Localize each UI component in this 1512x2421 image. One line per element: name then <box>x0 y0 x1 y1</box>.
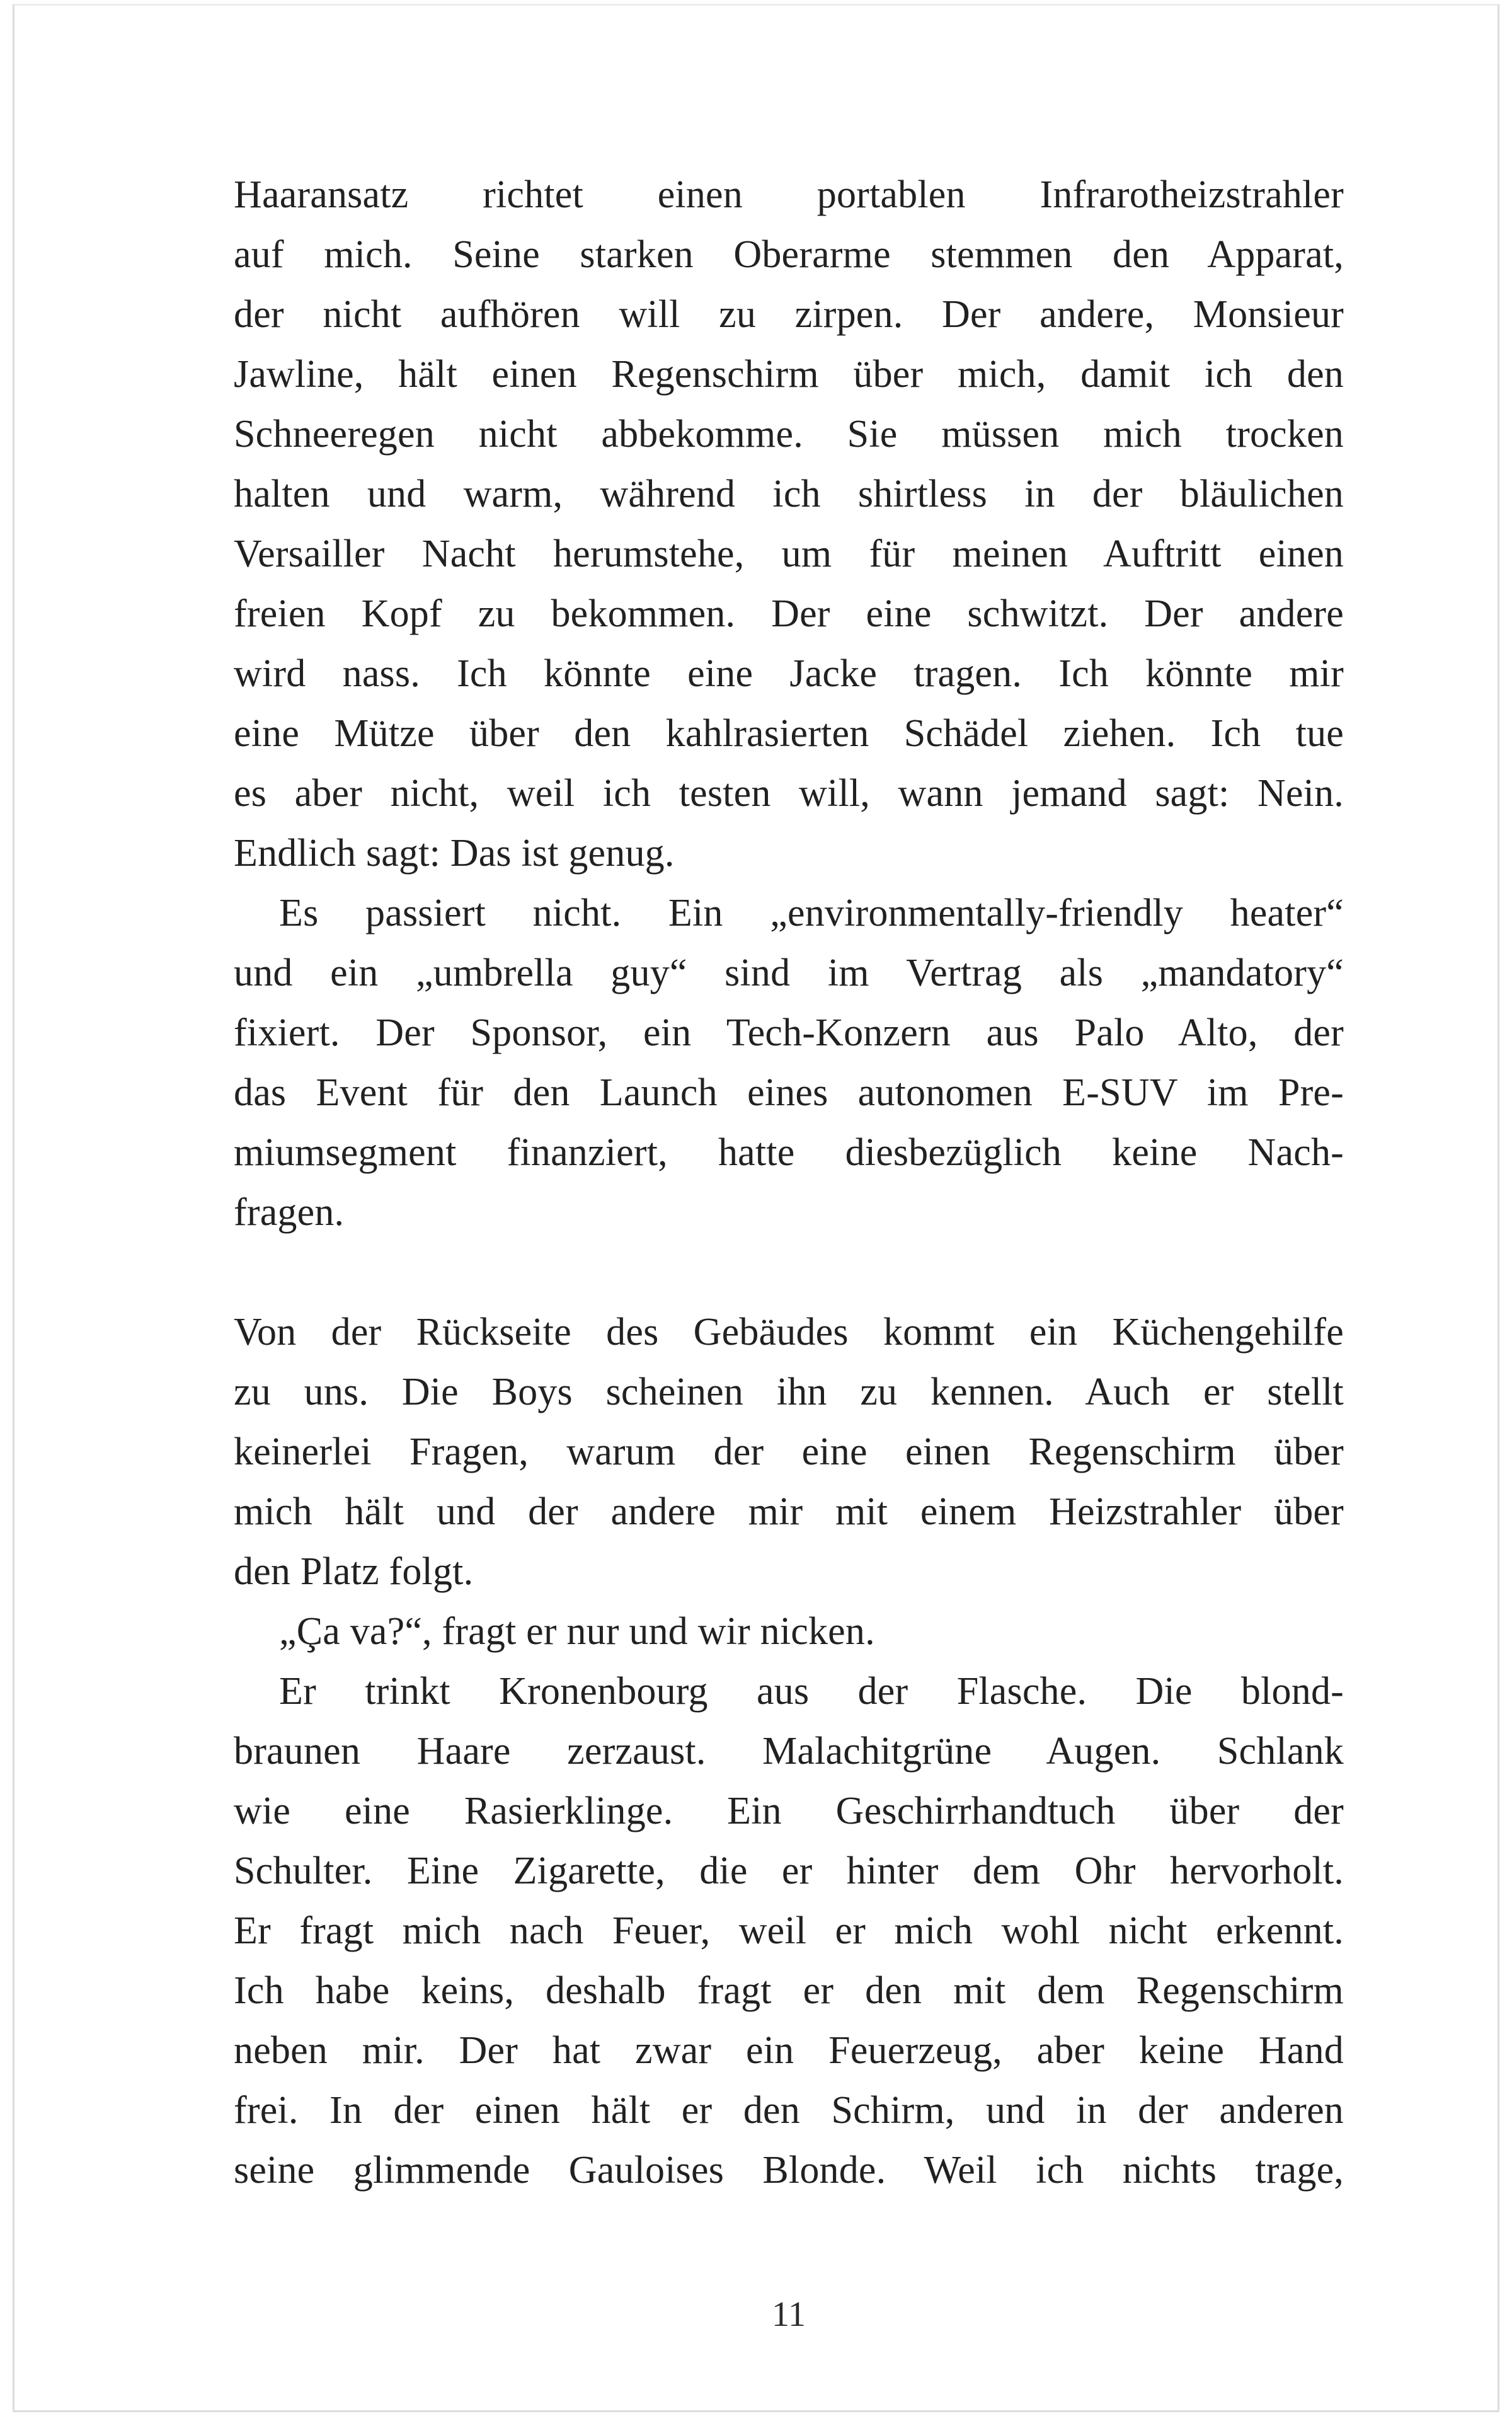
text-line: keinerlei Fragen, warum der eine einen Regenschirm über <box>234 1430 1344 1473</box>
text-line: eine Mütze über den kahlrasierten Schädel ziehen. Ich tue <box>234 712 1344 755</box>
paragraph <box>234 165 1344 883</box>
text-line: freien Kopf zu bekommen. Der eine schwitzt. Der andere <box>234 592 1344 635</box>
paragraph <box>234 1662 1344 2200</box>
text-line: Versailler Nacht herumstehe, um für meinen Auftritt einen <box>234 532 1344 575</box>
text-line: auf mich. Seine starken Oberarme stemmen den Apparat, <box>234 233 1344 276</box>
text-line: mich hält und der andere mir mit einem Heizstrahler über <box>234 1490 1344 1533</box>
paragraph <box>234 883 1344 1243</box>
text-line: Schneeregen nicht abbekomme. Sie müssen mich trocken <box>234 413 1344 456</box>
paragraph <box>234 1303 1344 1602</box>
text-line: es aber nicht, weil ich testen will, wann jemand sagt: Nein. <box>234 772 1344 815</box>
text-line: der nicht aufhören will zu zirpen. Der andere, Monsieur <box>234 293 1344 336</box>
page-number: 11 <box>772 2295 806 2334</box>
text-line: Haaransatz richtet einen portablen Infrarotheizstrahler <box>234 173 1344 216</box>
text-line: Ich habe keins, deshalb fragt er den mit dem Regenschirm <box>234 1969 1344 2012</box>
text-block <box>234 165 1344 2200</box>
text-line: frei. In der einen hält er den Schirm, und in der anderen <box>234 2089 1344 2132</box>
text-line: Endlich sagt: Das ist genug. <box>234 832 675 875</box>
paragraph <box>234 1602 1344 1662</box>
text-line: Von der Rückseite des Gebäudes kommt ein Küchengehilfe <box>234 1311 1344 1354</box>
text-line: wird nass. Ich könnte eine Jacke tragen. Ich könnte mir <box>234 652 1344 695</box>
text-line: „Ça va?“, fragt er nur und wir nicken. <box>279 1610 875 1653</box>
text-line: Schulter. Eine Zigarette, die er hinter dem Ohr hervorholt. <box>234 1849 1344 1892</box>
text-line: halten und warm, während ich shirtless in der bläulichen <box>234 473 1344 515</box>
text-line: wie eine Rasierklinge. Ein Geschirrhandtuch über der <box>234 1790 1344 1832</box>
text-line: miumsegment finanziert, hatte diesbezüglich keine Nach- <box>234 1131 1344 1174</box>
text-line: neben mir. Der hat zwar ein Feuerzeug, aber keine Hand <box>234 2029 1344 2072</box>
text-line: das Event für den Launch eines autonomen E-SUV im Pre- <box>234 1071 1344 1114</box>
text-line: Er fragt mich nach Feuer, weil er mich wohl nicht erkennt. <box>234 1909 1344 1952</box>
text-line: seine glimmende Gauloises Blonde. Weil ich nichts trage, <box>234 2149 1344 2192</box>
text-line: zu uns. Die Boys scheinen ihn zu kennen. Auch er stellt <box>234 1371 1344 1413</box>
text-line: Er trinkt Kronenbourg aus der Flasche. Die blond- <box>279 1670 1344 1713</box>
text-line: Jawline, hält einen Regenschirm über mich, damit ich den <box>234 353 1344 396</box>
text-line: den Platz folgt. <box>234 1550 474 1593</box>
text-line: Es passiert nicht. Ein „environmentally-friendly heater“ <box>279 892 1344 934</box>
text-line: fixiert. Der Sponsor, ein Tech-Konzern aus Palo Alto, der <box>234 1011 1344 1054</box>
text-line: fragen. <box>234 1191 345 1234</box>
text-line: braunen Haare zerzaust. Malachitgrüne Augen. Schlank <box>234 1730 1344 1773</box>
text-line: und ein „umbrella guy“ sind im Vertrag als „mandatory“ <box>234 952 1344 994</box>
